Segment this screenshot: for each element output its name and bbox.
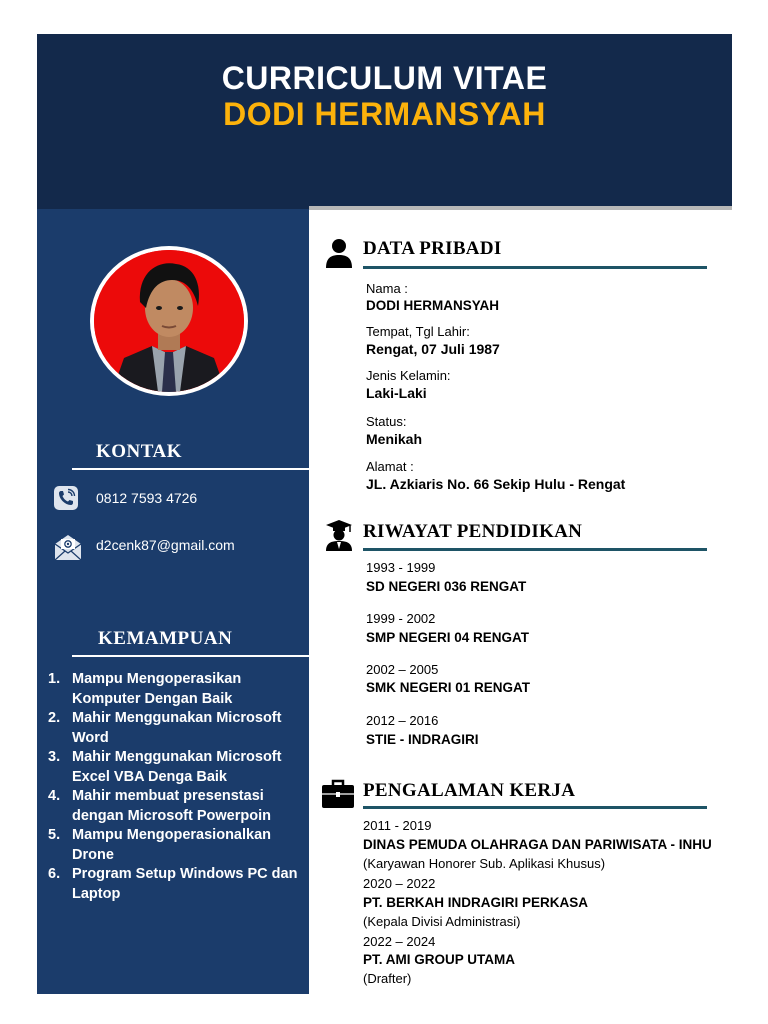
nama-value: DODI HERMANSYAH xyxy=(366,298,500,313)
jk-label: Jenis Kelamin: xyxy=(366,368,451,383)
job-years: 2022 – 2024 xyxy=(363,934,436,949)
skill-text: Mampu Mengoperasikan Komputer Dengan Baik xyxy=(72,671,242,707)
skill-number: 3. xyxy=(48,749,61,765)
kemampuan-heading: KEMAMPUAN xyxy=(98,628,233,649)
cv-title: CURRICULUM VITAE xyxy=(221,60,548,96)
edu-school: SMP NEGERI 04 RENGAT xyxy=(366,630,530,645)
edu-years: 1999 - 2002 xyxy=(366,611,436,626)
skill-number: 4. xyxy=(48,788,61,804)
graduation-icon xyxy=(325,519,353,551)
skill-item xyxy=(48,748,298,787)
edu-school: SD NEGERI 036 RENGAT xyxy=(366,579,527,594)
job-company: PT. BERKAH INDRAGIRI PERKASA xyxy=(363,895,589,910)
skill-number: 6. xyxy=(48,866,61,882)
portrait-illustration xyxy=(94,250,244,392)
kontak-rule xyxy=(72,468,309,470)
skills-list xyxy=(48,670,298,904)
job-role: (Kepala Divisi Administrasi) xyxy=(363,914,521,929)
phone-number[interactable]: 0812 7593 4726 xyxy=(96,490,198,506)
pengalaman-heading: PENGALAMAN KERJA xyxy=(363,780,576,801)
job-company: PT. AMI GROUP UTAMA xyxy=(363,952,516,967)
briefcase-icon xyxy=(321,779,355,809)
skill-number: 1. xyxy=(48,671,61,687)
skill-item xyxy=(48,826,298,865)
skill-text: Mahir membuat presenstasi dengan Microsoft Powerpoin xyxy=(72,788,271,824)
ttl-value: Rengat, 07 Juli 1987 xyxy=(366,341,500,357)
header-banner xyxy=(37,34,732,209)
kontak-heading: KONTAK xyxy=(96,441,183,462)
header-shadow xyxy=(309,206,732,210)
cv-name-title: DODI HERMANSYAH xyxy=(223,96,546,132)
edu-years: 2002 – 2005 xyxy=(366,662,439,677)
skill-text: Program Setup Windows PC dan Laptop xyxy=(72,866,298,902)
status-label: Status: xyxy=(366,414,407,429)
skill-text: Mampu Mengoperasionalkan Drone xyxy=(72,827,272,863)
nama-label: Nama : xyxy=(366,281,408,296)
photo-portrait xyxy=(94,250,244,392)
data-pribadi-rule xyxy=(363,266,707,269)
edu-years: 2012 – 2016 xyxy=(366,713,439,728)
jk-value: Laki-Laki xyxy=(366,385,427,401)
alamat-label: Alamat : xyxy=(366,459,414,474)
pengalaman-rule xyxy=(363,806,707,809)
skill-text: Mahir Menggunakan Microsoft Word xyxy=(72,710,282,746)
profile-photo xyxy=(90,246,248,396)
edu-years: 1993 - 1999 xyxy=(366,560,436,575)
pendidikan-heading: RIWAYAT PENDIDIKAN xyxy=(363,521,583,542)
pendidikan-rule xyxy=(363,548,707,551)
job-years: 2011 - 2019 xyxy=(363,818,432,833)
status-value: Menikah xyxy=(366,431,423,447)
edu-school: STIE - INDRAGIRI xyxy=(366,732,479,747)
skill-item xyxy=(48,670,298,709)
alamat-value: JL. Azkiaris No. 66 Sekip Hulu - Rengat xyxy=(366,476,626,492)
edu-school: SMK NEGERI 01 RENGAT xyxy=(366,680,531,695)
skill-item xyxy=(48,709,298,748)
skill-item xyxy=(48,865,298,904)
job-role: (Karyawan Honorer Sub. Aplikasi Khusus) xyxy=(363,856,606,871)
phone-icon xyxy=(53,485,79,511)
person-icon xyxy=(325,238,353,266)
ttl-label: Tempat, Tgl Lahir: xyxy=(366,324,470,339)
job-company: DINAS PEMUDA OLAHRAGA DAN PARIWISATA - INHU xyxy=(363,837,712,852)
skill-number: 2. xyxy=(48,710,61,726)
kemampuan-rule xyxy=(72,655,309,657)
email-address[interactable]: d2cenk87@gmail.com xyxy=(96,537,235,553)
data-pribadi-heading: DATA PRIBADI xyxy=(363,238,502,259)
skill-text: Mahir Menggunakan Microsoft Excel VBA Denga Baik xyxy=(72,749,282,785)
job-role: (Drafter) xyxy=(363,971,412,986)
email-icon xyxy=(53,533,83,561)
skill-item xyxy=(48,787,298,826)
skill-number: 5. xyxy=(48,827,61,843)
job-years: 2020 – 2022 xyxy=(363,876,436,891)
